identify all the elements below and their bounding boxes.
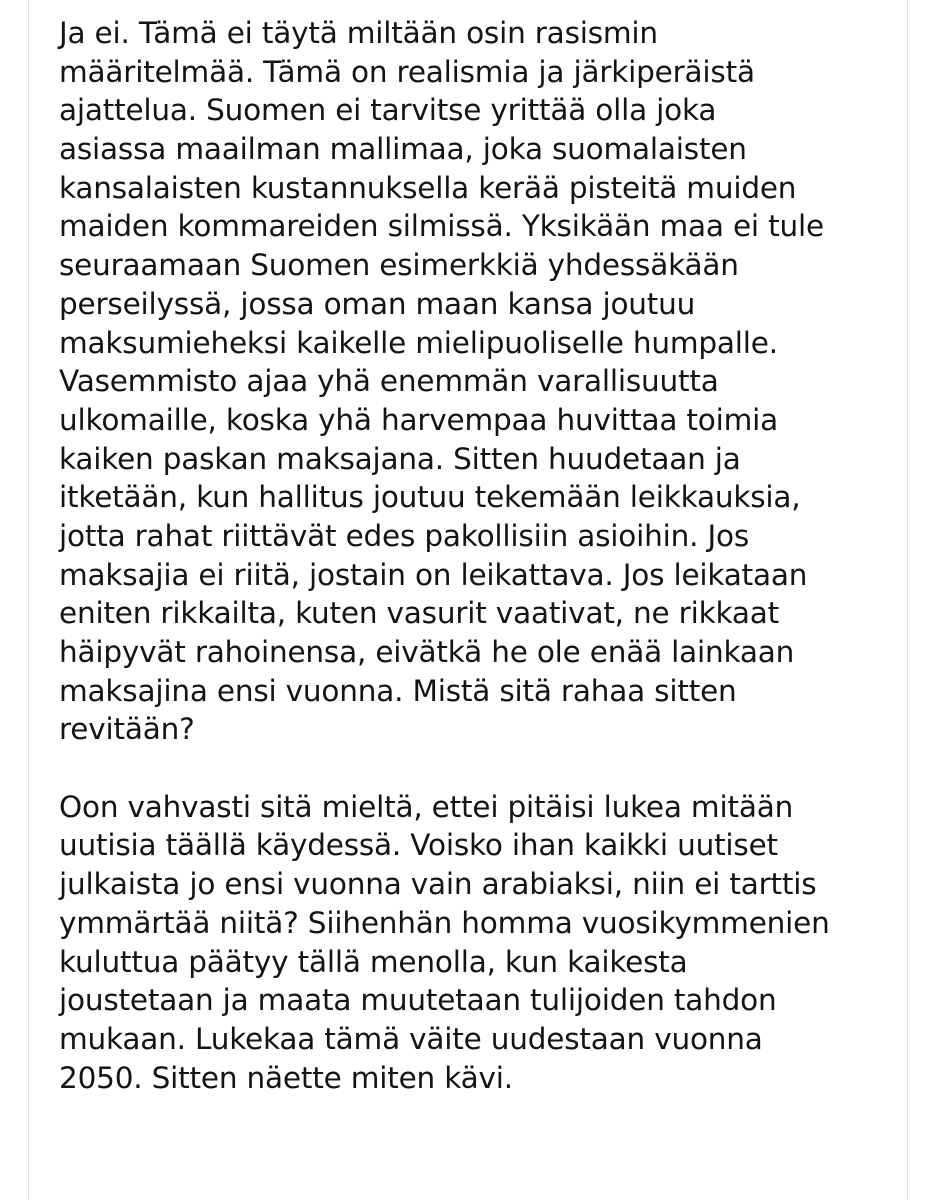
post-panel <box>28 0 908 1200</box>
text-line: ulkomaille, koska yhä harvempaa huvittaa toimia <box>59 402 778 437</box>
text-line: kaiken paskan maksajana. Sitten huudetaan ja <box>59 441 741 476</box>
text-line: 2050. Sitten näette miten kävi. <box>59 1060 513 1095</box>
text-line: Vasemmisto ajaa yhä enemmän varallisuutta <box>59 364 719 399</box>
text-line: revitään? <box>59 712 195 747</box>
text-line: joustetaan ja maata muutetaan tulijoiden tahdon <box>59 983 777 1018</box>
text-line: ajattelua. Suomen ei tarvitse yrittää olla joka <box>59 93 717 128</box>
text-line: maksajia ei riitä, jostain on leikattava. Jos leikataan <box>59 557 808 592</box>
paragraph-spacer <box>59 749 887 788</box>
text-line: uutisia täällä käydessä. Voisko ihan kaikki uutiset <box>59 828 778 863</box>
text-line: maiden kommareiden silmissä. Yksikään maa ei tule <box>59 209 824 244</box>
text-line: häipyvät rahoinensa, eivätkä he ole enää lainkaan <box>59 635 795 669</box>
text-line: itketään, kun hallitus joutuu tekemään leikkauksia, <box>59 480 801 515</box>
text-line: asiassa maailman mallimaa, joka suomalaisten <box>59 132 747 167</box>
text-line: mukaan. Lukekaa tämä väite uudestaan vuonna <box>59 1021 763 1056</box>
paragraph-1 <box>59 14 887 749</box>
text-line: määritelmää. Tämä on realismia ja järkiperäistä <box>59 54 755 89</box>
paragraph-2 <box>59 788 887 1098</box>
text-line: Ja ei. Tämä ei täytä miltään osin rasismin <box>59 16 658 50</box>
text-line: Oon vahvasti sitä mieltä, ettei pitäisi lukea mitään <box>59 789 794 824</box>
text-line: kansalaisten kustannuksella kerää pisteitä muiden <box>59 170 797 205</box>
post-body <box>59 14 887 1097</box>
text-line: maksajina ensi vuonna. Mistä sitä rahaa sitten <box>59 673 737 708</box>
text-line: maksumieheksi kaikelle mielipuoliselle humpalle. <box>59 325 778 360</box>
text-line: julkaista jo ensi vuonna vain arabiaksi, niin ei tarttis <box>59 867 817 902</box>
text-line: jotta rahat riittävät edes pakollisiin asioihin. Jos <box>59 518 749 553</box>
text-line: perseilyssä, jossa oman maan kansa joutuu <box>59 286 696 321</box>
text-line: kuluttua päätyy tällä menolla, kun kaikesta <box>59 944 688 979</box>
text-line: ymmärtää niitä? Siihenhän homma vuosikymmenien <box>59 905 830 940</box>
text-line: eniten rikkailta, kuten vasurit vaativat, ne rikkaat <box>59 596 779 631</box>
text-line: seuraamaan Suomen esimerkkiä yhdessäkään <box>59 248 739 283</box>
